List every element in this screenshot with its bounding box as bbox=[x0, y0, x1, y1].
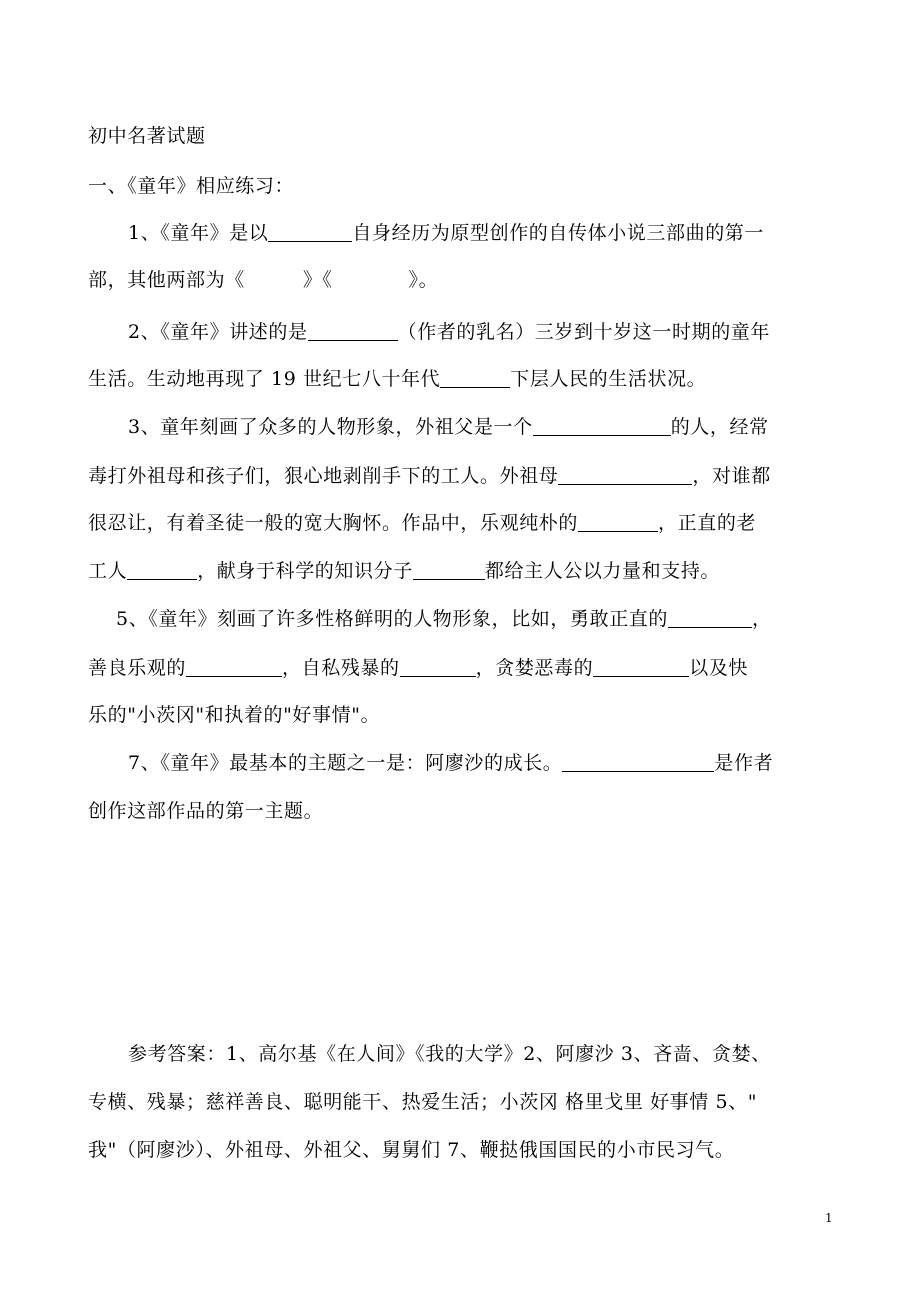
q5-blank-selfish[interactable] bbox=[400, 656, 476, 677]
q3-text: 很忍让，有着圣徒一般的宽大胸怀。作品中，乐观纯朴的 bbox=[88, 512, 579, 534]
q5-text: ，自私残暴的 bbox=[282, 657, 400, 679]
q3-text: 都给主人公以力量和支持。 bbox=[484, 560, 721, 582]
question-5-line-3: 乐的"小茨冈"和执着的"好事情"。 bbox=[88, 704, 381, 726]
question-3-line-1 bbox=[128, 413, 833, 441]
question-3-line-3 bbox=[88, 509, 833, 537]
q2-blank-country[interactable] bbox=[440, 367, 510, 388]
q7-blank-theme[interactable] bbox=[562, 751, 714, 772]
q2-text: （作者的乳名）三岁到十岁这一时期的童年 bbox=[397, 321, 770, 343]
q3-text: 的人，经常 bbox=[670, 416, 769, 438]
q3-blank-old-worker[interactable] bbox=[127, 559, 197, 580]
q3-text: 工人 bbox=[88, 560, 128, 582]
answers-line-1: 参考答案：1、高尔基《在人间》《我的大学》2、阿廖沙 3、吝啬、贪婪、 bbox=[128, 1043, 771, 1065]
q1-text: 》《 bbox=[302, 269, 333, 291]
answers-line-3: 我"（阿廖沙）、外祖母、外祖父、舅舅们 7、鞭挞俄国国民的小市民习气。 bbox=[88, 1139, 735, 1161]
q1-blank-author[interactable] bbox=[268, 221, 352, 242]
question-3-line-2 bbox=[88, 462, 833, 490]
q7-text: 是作者 bbox=[714, 752, 774, 774]
q1-text: 》。 bbox=[408, 269, 439, 291]
section-heading: 一、《童年》相应练习： bbox=[88, 175, 295, 197]
q1-text: 1、《童年》是以 bbox=[128, 222, 269, 244]
q5-blank-greedy[interactable] bbox=[593, 656, 689, 677]
q5-blank-brave[interactable] bbox=[668, 607, 752, 628]
q3-blank-optimist[interactable] bbox=[578, 511, 658, 532]
q2-blank-nickname[interactable] bbox=[308, 320, 398, 341]
q3-blank-intellectual[interactable] bbox=[413, 559, 485, 580]
q5-text: ， bbox=[752, 608, 772, 630]
q1-text: 部，其他两部为《 bbox=[88, 269, 245, 291]
question-1-line-1 bbox=[128, 219, 833, 247]
q1-text: 自身经历为原型创作的自传体小说三部曲的第一 bbox=[352, 222, 764, 244]
question-5-line-1 bbox=[116, 605, 833, 633]
q3-blank-grandfather[interactable] bbox=[533, 415, 671, 436]
question-2-line-1 bbox=[128, 318, 833, 346]
question-3-line-4 bbox=[88, 557, 833, 585]
q5-text: 以及快 bbox=[689, 657, 749, 679]
question-1-line-2 bbox=[88, 266, 833, 294]
q5-text: 5、《童年》刻画了许多性格鲜明的人物形象，比如，勇敢正直的 bbox=[116, 608, 668, 630]
question-7-line-2: 创作这部作品的第一主题。 bbox=[88, 800, 324, 822]
q3-text: 毒打外祖母和孩子们，狠心地剥削手下的工人。外祖母 bbox=[88, 465, 559, 487]
q2-text: 2、《童年》讲述的是 bbox=[128, 321, 308, 343]
q5-blank-kind[interactable] bbox=[186, 656, 282, 677]
q3-text: ，献身于科学的知识分子 bbox=[197, 560, 413, 582]
q3-blank-grandmother[interactable] bbox=[558, 464, 692, 485]
q2-text: 下层人民的生活状况。 bbox=[510, 368, 707, 390]
q5-text: ，贪婪恶毒的 bbox=[475, 657, 594, 679]
q3-text: ，正直的老 bbox=[658, 512, 757, 534]
q3-text: 3、童年刻画了众多的人物形象，外祖父是一个 bbox=[128, 416, 533, 438]
question-5-line-2 bbox=[88, 654, 833, 682]
question-2-line-2 bbox=[88, 365, 833, 393]
question-7-line-1 bbox=[128, 749, 833, 777]
answers-line-2: 专横、残暴；慈祥善良、聪明能干、热爱生活；小茨冈 格里戈里 好事情 5、" bbox=[88, 1091, 758, 1113]
q7-text: 7、《童年》最基本的主题之一是：阿廖沙的成长。 bbox=[128, 752, 563, 774]
q2-text: 生活。生动地再现了 19 世纪七八十年代 bbox=[88, 368, 441, 390]
q3-text: ，对谁都 bbox=[692, 465, 771, 487]
document-title: 初中名著试题 bbox=[88, 125, 206, 147]
page-number: 1 bbox=[825, 1211, 833, 1225]
q5-text: 善良乐观的 bbox=[88, 657, 187, 679]
